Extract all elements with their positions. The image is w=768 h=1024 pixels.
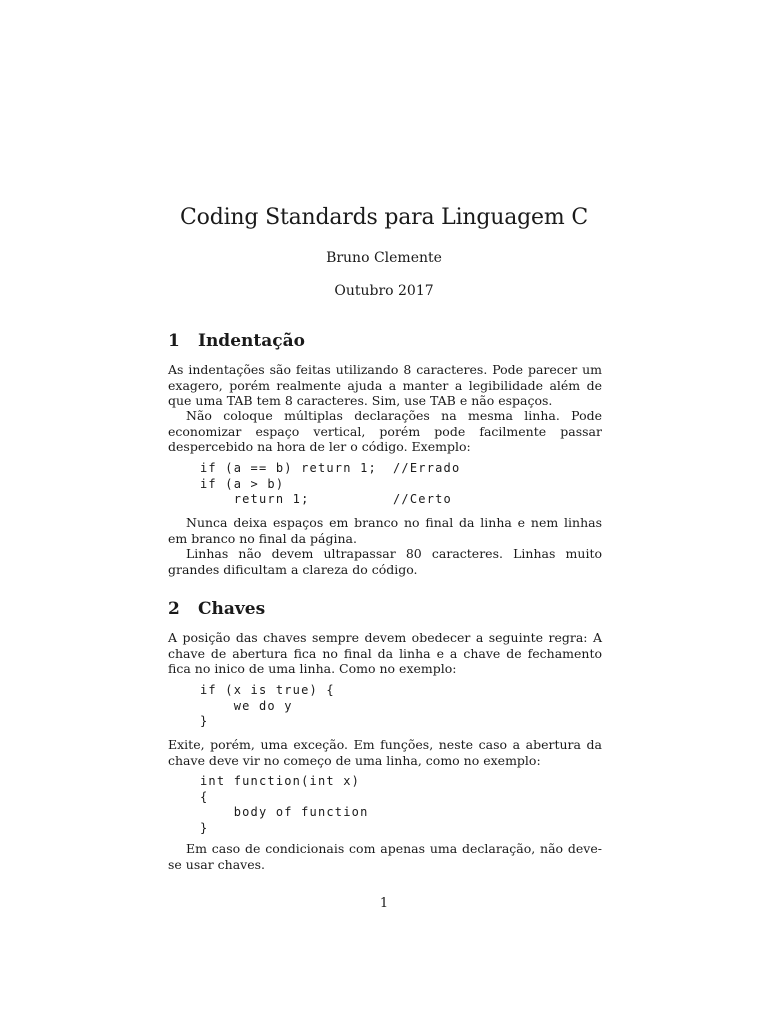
page-number: 1 <box>379 896 389 911</box>
page-title: Coding Standards para Linguagem C <box>180 205 588 230</box>
paragraph: Não coloque múltiplas declarações na mesma linha. Pode economizar espaço vertical, porém pode facilmente passar despercebido na hora de ler o código. Exemplo: <box>168 408 602 454</box>
section-number: 1 <box>168 331 180 351</box>
paragraph: Exite, porém, uma exceção. Em funções, neste caso a abertura da chave deve vir no começo de uma linha, como no exemplo: <box>168 737 602 768</box>
section-title: Chaves <box>198 599 266 619</box>
section-title: Indentação <box>198 331 305 351</box>
section-number: 2 <box>168 599 180 619</box>
section-heading-chaves <box>168 599 265 619</box>
section-heading-indentacao <box>168 331 305 351</box>
code-line: if (a > b) <box>200 477 285 491</box>
date: Outubro 2017 <box>334 283 434 299</box>
code-line: if (a == b) return 1; <box>200 461 377 475</box>
code-block: int function(int x) { body of function } <box>200 774 369 835</box>
author: Bruno Clemente <box>326 250 442 266</box>
code-line: return 1; <box>200 492 310 506</box>
paragraph: Em caso de condicionais com apenas uma declaração, não deve-se usar chaves. <box>168 841 602 872</box>
paragraph: As indentações são feitas utilizando 8 caracteres. Pode parecer um exagero, porém realmente ajuda a manter a legibilidade além de que uma TAB tem 8 caracteres. Sim, use TAB e não espaços. <box>168 362 602 408</box>
paragraph: Linhas não devem ultrapassar 80 caracteres. Linhas muito grandes dificultam a clareza do código. <box>168 546 602 577</box>
paragraph: Nunca deixa espaços em branco no final da linha e nem linhas em branco no final da página. <box>168 515 602 546</box>
code-block: if (x is true) { we do y } <box>200 683 335 728</box>
code-comment: //Errado <box>393 461 461 475</box>
code-comment: //Certo <box>393 492 452 506</box>
paragraph: A posição das chaves sempre devem obedecer a seguinte regra: A chave de abertura fica no final da linha e a chave de fechamento fica no inico de uma linha. Como no exemplo: <box>168 630 602 676</box>
